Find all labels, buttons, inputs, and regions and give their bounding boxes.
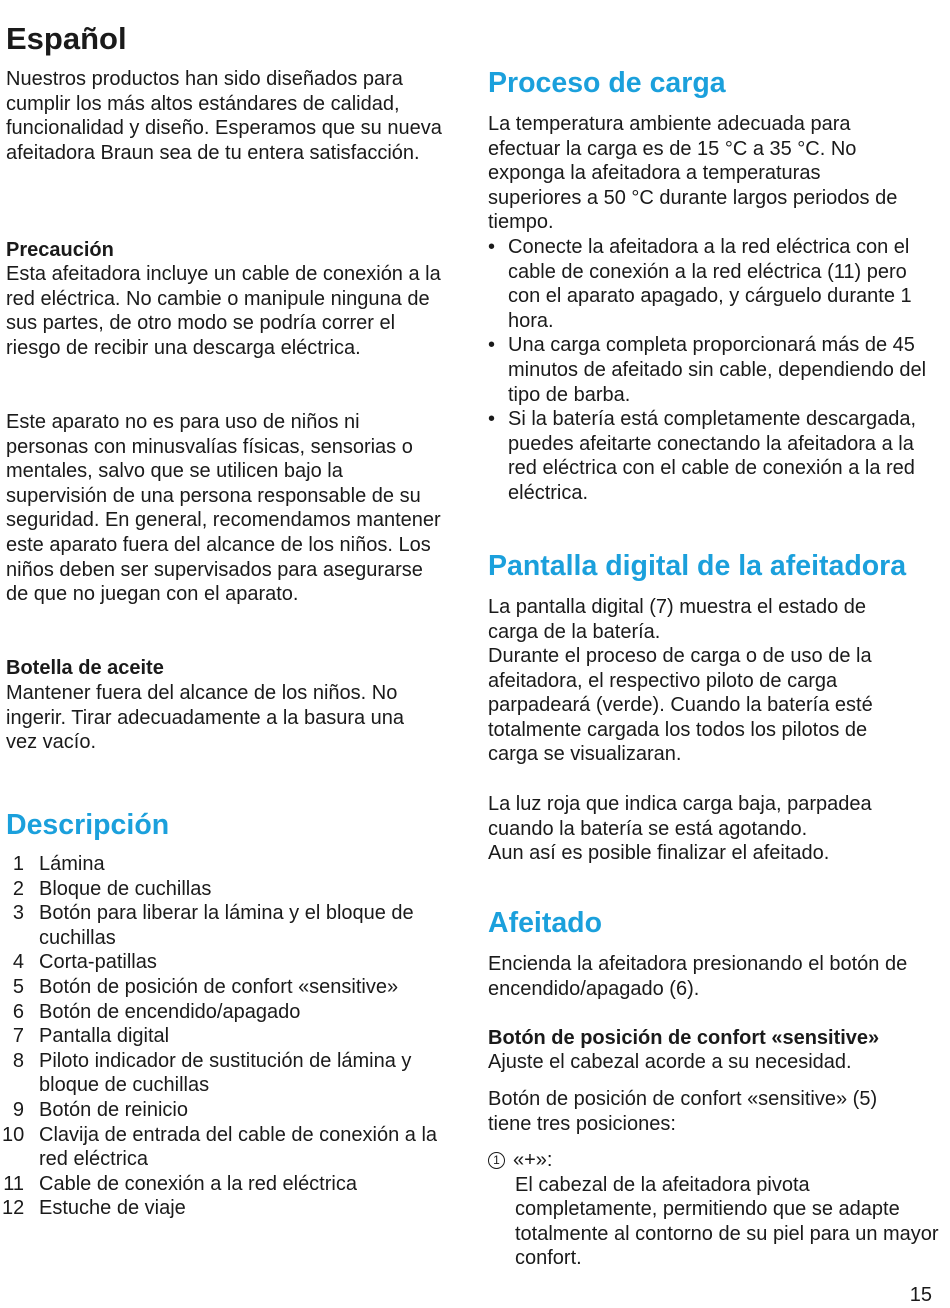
charging-heading: Proceso de carga [488, 67, 726, 99]
charging-bullets [488, 235, 933, 506]
position-1-label: «+»: [513, 1149, 553, 1171]
language-heading: Español [6, 21, 127, 56]
circled-number-1: 1 [488, 1152, 505, 1169]
list-item: 8 Piloto indicador de sustitución de lámina y bloque de cuchillas [12, 1049, 412, 1097]
position-1-description: El cabezal de la afeitadora pivota completamente, permitiendo que se adapte totalmente al contorno de su piel para un mayor confort. [515, 1173, 939, 1270]
intro-paragraph: Nuestros productos han sido diseñados para cumplir los más altos estándares de calidad, funcionalidad y diseño. Esperamos que su nueva afeitadora Braun sea de tu entera satisfacción. [6, 68, 442, 164]
display-paragraph-2: Durante el proceso de carga o de uso de la afeitadora, el respectivo piloto de carga parpadeará (verde). Cuando la batería esté totalmente cargada los todos los pilotos de carga se visualizaran. [488, 645, 873, 766]
list-item: 5 Botón de posición de confort «sensitive» [12, 975, 399, 998]
display-paragraph-3: La luz roja que indica carga baja, parpadea cuando la batería se está agotando. [488, 793, 872, 840]
shaving-paragraph: Encienda la afeitadora presionando el botón de encendido/apagado (6). [488, 953, 908, 1000]
page-number: 15 [909, 1284, 932, 1306]
oil-paragraph: Mantener fuera del alcance de los niños. No ingerir. Tirar adecuadamente a la basura una vez vacío. [6, 682, 405, 754]
description-list [2, 852, 448, 1221]
positions-paragraph: Botón de posición de confort «sensitive» (5) tiene tres posiciones: [488, 1088, 878, 1135]
children-paragraph: Este aparato no es para uso de niños ni personas con minusvalías físicas, sensorias o mentales, salvo que se utilicen bajo la supervisión de una persona responsable de su seguridad. En general, recomendamos mantener este aparato fuera del alcance de los niños. Los niños deben ser supervisados para asegurarse de que no juegan con el aparato. [6, 411, 441, 606]
list-item: 4 Corta-patillas [12, 951, 157, 974]
display-paragraph-4: Aun así es posible finalizar el afeitado. [488, 842, 830, 864]
list-item: • Una carga completa proporcionará más de 45 minutos de afeitado sin cable, dependiendo del tipo de barba. [488, 334, 927, 406]
charging-paragraph: La temperatura ambiente adecuada para efectuar la carga es de 15 °C a 35 °C. No exponga la afeitadora a temperaturas superiores a 50 °C durante largos periodos de tiempo. [488, 113, 898, 234]
list-item: 2 Bloque de cuchillas [12, 877, 212, 900]
position-1 [488, 1148, 940, 1271]
list-item: 12 Estuche de viaje [2, 1197, 186, 1220]
list-item: 7 Pantalla digital [12, 1025, 170, 1048]
shaving-heading: Afeitado [488, 907, 602, 939]
oil-title: Botella de aceite [6, 657, 164, 679]
list-item: 6 Botón de encendido/apagado [12, 1000, 301, 1023]
display-heading: Pantalla digital de la afeitadora [488, 550, 907, 582]
list-item: 1 Lámina [12, 853, 105, 875]
list-item: 11 Cable de conexión a la red eléctrica [3, 1172, 357, 1195]
list-item: 9 Botón de reinicio [12, 1098, 188, 1121]
caution-paragraph: Esta afeitadora incluye un cable de conexión a la red eléctrica. No cambie o manipule ninguna de sus partes, de otro modo se podría correr el riesgo de recibir una descarga eléctrica. [6, 263, 441, 359]
list-item: • Si la batería está completamente descargada, puedes afeitarte conectando la afeitadora a la red eléctrica con el cable de conexión a la red eléctrica. [488, 408, 917, 504]
caution-title: Precaución [6, 239, 114, 261]
description-heading: Descripción [6, 809, 170, 841]
list-item: 10 Clavija de entrada del cable de conexión a la red eléctrica [2, 1123, 438, 1171]
sensitive-paragraph: Ajuste el cabezal acorde a su necesidad. [488, 1051, 852, 1073]
list-item: 3 Botón para liberar la lámina y el bloque de cuchillas [12, 902, 414, 949]
sensitive-title: Botón de posición de confort «sensitive» [488, 1027, 880, 1049]
list-item: • Conecte la afeitadora a la red eléctrica con el cable de conexión a la red eléctrica (11) pero con el aparato apagado, y cárguelo durante 1 hora. [488, 236, 912, 332]
display-paragraph-1: La pantalla digital (7) muestra el estado de carga de la batería. [488, 596, 867, 643]
